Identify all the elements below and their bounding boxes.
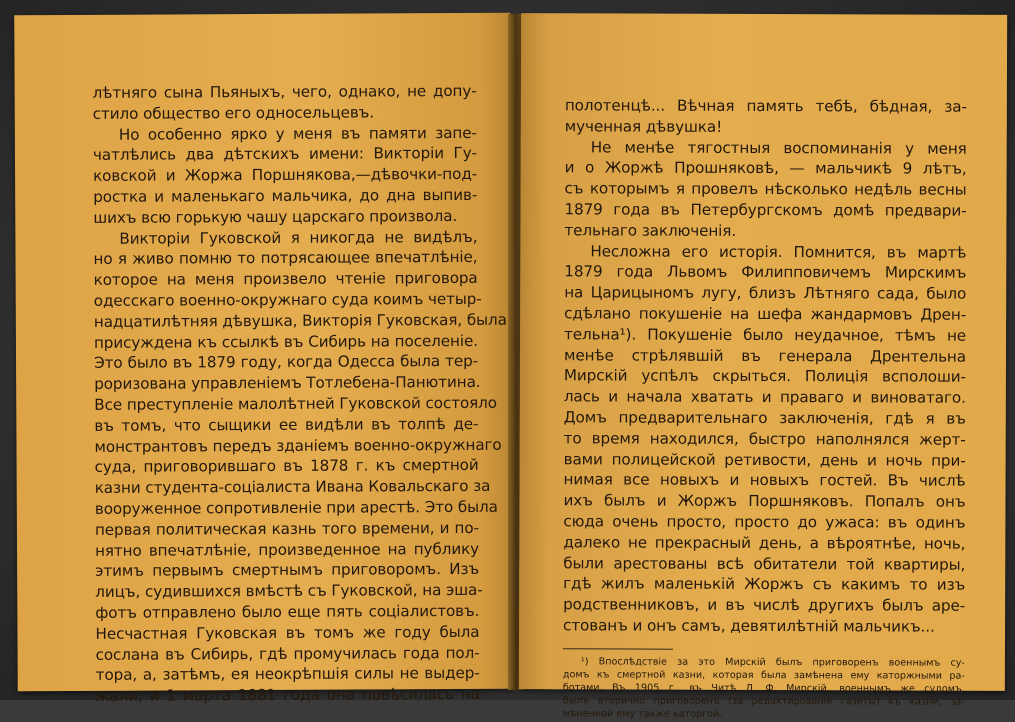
text-line: 1879 года Львомъ Филипповичемъ Мирскимъ <box>564 262 967 283</box>
text-line: надцатилѣтняя дѣвушка, Викторія Гуковская, была <box>93 310 507 331</box>
left-page <box>14 13 514 705</box>
text-line: сдѣлано покушеніе на шефа жандармовъ Дрен- <box>564 304 967 324</box>
text-line: лѣтняго сына Пьяныхъ, чего, однако, не допу- <box>92 81 477 102</box>
text-line: родственниковъ, и въ числѣ другихъ былъ аре- <box>563 595 966 615</box>
text-line: Это было въ 1879 году, когда Одесса была тер- <box>94 352 479 373</box>
text-line: Все преступленіе малолѣтней Гуковской состояло <box>94 393 498 414</box>
text-line: лась и начала хватать и праваго и виноватаго. <box>563 387 966 407</box>
text-line: лицъ, судившихся вмѣстѣ съ Гуковской, на эша- <box>95 580 483 602</box>
text-line: присуждена къ ссылкѣ въ Сибирь на поселеніе. <box>93 331 478 352</box>
text-line: Викторіи Гуковской я никогда не видѣлъ, <box>119 227 478 248</box>
text-line: мученная дѣвушка! <box>564 117 723 136</box>
text-line: чатлѣлись два дѣтскихъ имени: Викторіи Гу- <box>92 144 478 165</box>
left-page-text <box>92 81 507 707</box>
footnote <box>563 655 965 721</box>
text-line: вооруженное сопротивленіе при арестѣ. Это была <box>94 497 498 518</box>
text-line: жали, и 1 марта 1881 года она повѣсилась на <box>95 684 480 705</box>
text-line: фотъ отправлено было еще пять соціалистовъ. <box>95 601 480 622</box>
footnote-divider <box>563 648 673 649</box>
text-line: этимъ первымъ смертнымъ приговоромъ. Изъ <box>95 560 480 581</box>
text-line: Не менѣе тягостныя воспоминанія у меня <box>590 137 967 158</box>
footnote-line: ¹) Впослѣдствіе за это Мирскій былъ приговоренъ военнымъ су- <box>580 656 965 669</box>
text-line: Несложна его исторія. Помнится, въ мартѣ <box>590 241 967 262</box>
text-line: то время находился, быстро наполнялся жерт- <box>563 429 966 449</box>
text-line: тора, а, затѣмъ, ея неокрѣпшія силы не выдер- <box>95 664 480 685</box>
text-line: въ томъ, что сыщики ее видѣли въ толпѣ де- <box>94 414 479 435</box>
text-line: первая политическая казнь того времени, и по- <box>94 518 479 539</box>
footnote-line: былъ вторично приговоренъ (за редактированіе газеты) къ казни, за- <box>562 695 965 708</box>
text-line: одесскаго военно-окружнаго суда коимъ четыр- <box>93 289 482 310</box>
text-line: шихъ всю горькую чашу царскаго произвола. <box>93 206 458 227</box>
text-line: суда, приговорившаго въ 1878 г. къ смертной <box>94 456 479 477</box>
text-line: менѣе стрѣлявшій въ генерала Дрентельна <box>563 345 967 366</box>
text-line: тельнаго заключенія. <box>564 221 737 240</box>
text-line: Мирскій успѣлъ скрыться. Полиція всполоши- <box>563 366 966 387</box>
text-line: стованъ и онъ самъ, девятилѣтній мальчикъ... <box>563 616 935 636</box>
text-line: Несчастная Гуковская въ томъ же году была <box>95 622 480 643</box>
text-line: монстрантовъ передъ зданіемъ военно-окружнаго <box>94 435 502 456</box>
text-line: роризована управленіемъ Тотлебена-Панютина. <box>94 373 481 394</box>
text-line: стило общество его односельцевъ. <box>92 103 375 123</box>
text-line: Домъ предварительнаго заключенія, гдѣ я въ <box>563 408 966 428</box>
text-line: и о Жоржѣ Прошняковѣ, — мальчикѣ 9 лѣтъ, <box>564 158 967 179</box>
text-line: нятно впечатлѣніе, произведенное на публику <box>94 539 480 560</box>
text-line: казни студента-соціалиста Ивана Ковальскаго за <box>94 476 491 498</box>
text-line: нимая все новыхъ и новыхъ гостей. Въ числѣ <box>563 470 966 491</box>
text-line: полотенцѣ... Вѣчная память тебѣ, бѣдная, за- <box>564 96 967 116</box>
text-line: но я живо помню то потрясающее впечатлѣніе, <box>93 248 478 269</box>
text-line: далеко не прекрасный день, а вѣроятнѣе, ночь, <box>563 533 966 553</box>
text-line: которое на меня произвело чтеніе приговора <box>93 269 478 290</box>
text-line: сюда очень просто, просто до ужаса: въ одинъ <box>563 512 966 532</box>
text-line: гдѣ жилъ маленькій Жоржъ съ какимъ то изъ <box>563 574 966 595</box>
text-line: вами полицейской ретивости, день и ночь при- <box>563 449 966 470</box>
text-line: на Царицыномъ лугу, близъ Лѣтняго сада, было <box>564 283 967 303</box>
text-line: ростка и маленькаго мальчика, до дна выпив- <box>93 185 478 206</box>
footnote-line: домъ къ смертной казни, которая была замѣнена ему каторжными ра- <box>562 669 965 682</box>
footnote-line: ботами. Въ 1905 г., въ Читѣ Л. Ф. Мирскій, военнымъ же судомъ, <box>562 682 965 695</box>
text-line: сослана въ Сибирь, гдѣ промучилась года пол- <box>95 643 480 664</box>
text-line: Но особенно ярко у меня въ памяти запе- <box>118 123 477 144</box>
text-line: 1879 года въ Петербургскомъ домѣ предвари- <box>564 200 967 220</box>
text-line: ковской и Жоржа Поршнякова,—дѣвочки-под- <box>93 165 478 186</box>
right-page <box>519 13 1007 720</box>
right-page-text <box>563 95 967 637</box>
text-line: были арестованы всѣ обитатели той квартиры, <box>563 553 966 574</box>
text-line: тельна¹). Покушеніе было неудачное, тѣмъ не <box>564 325 967 345</box>
text-line: ихъ былъ и Жоржъ Поршняковъ. Попалъ онъ <box>563 491 966 511</box>
footnote-line: мѣненной ему также каторгой. <box>562 708 723 720</box>
text-line: съ которымъ я провелъ нѣсколько недѣль весны <box>564 179 967 199</box>
